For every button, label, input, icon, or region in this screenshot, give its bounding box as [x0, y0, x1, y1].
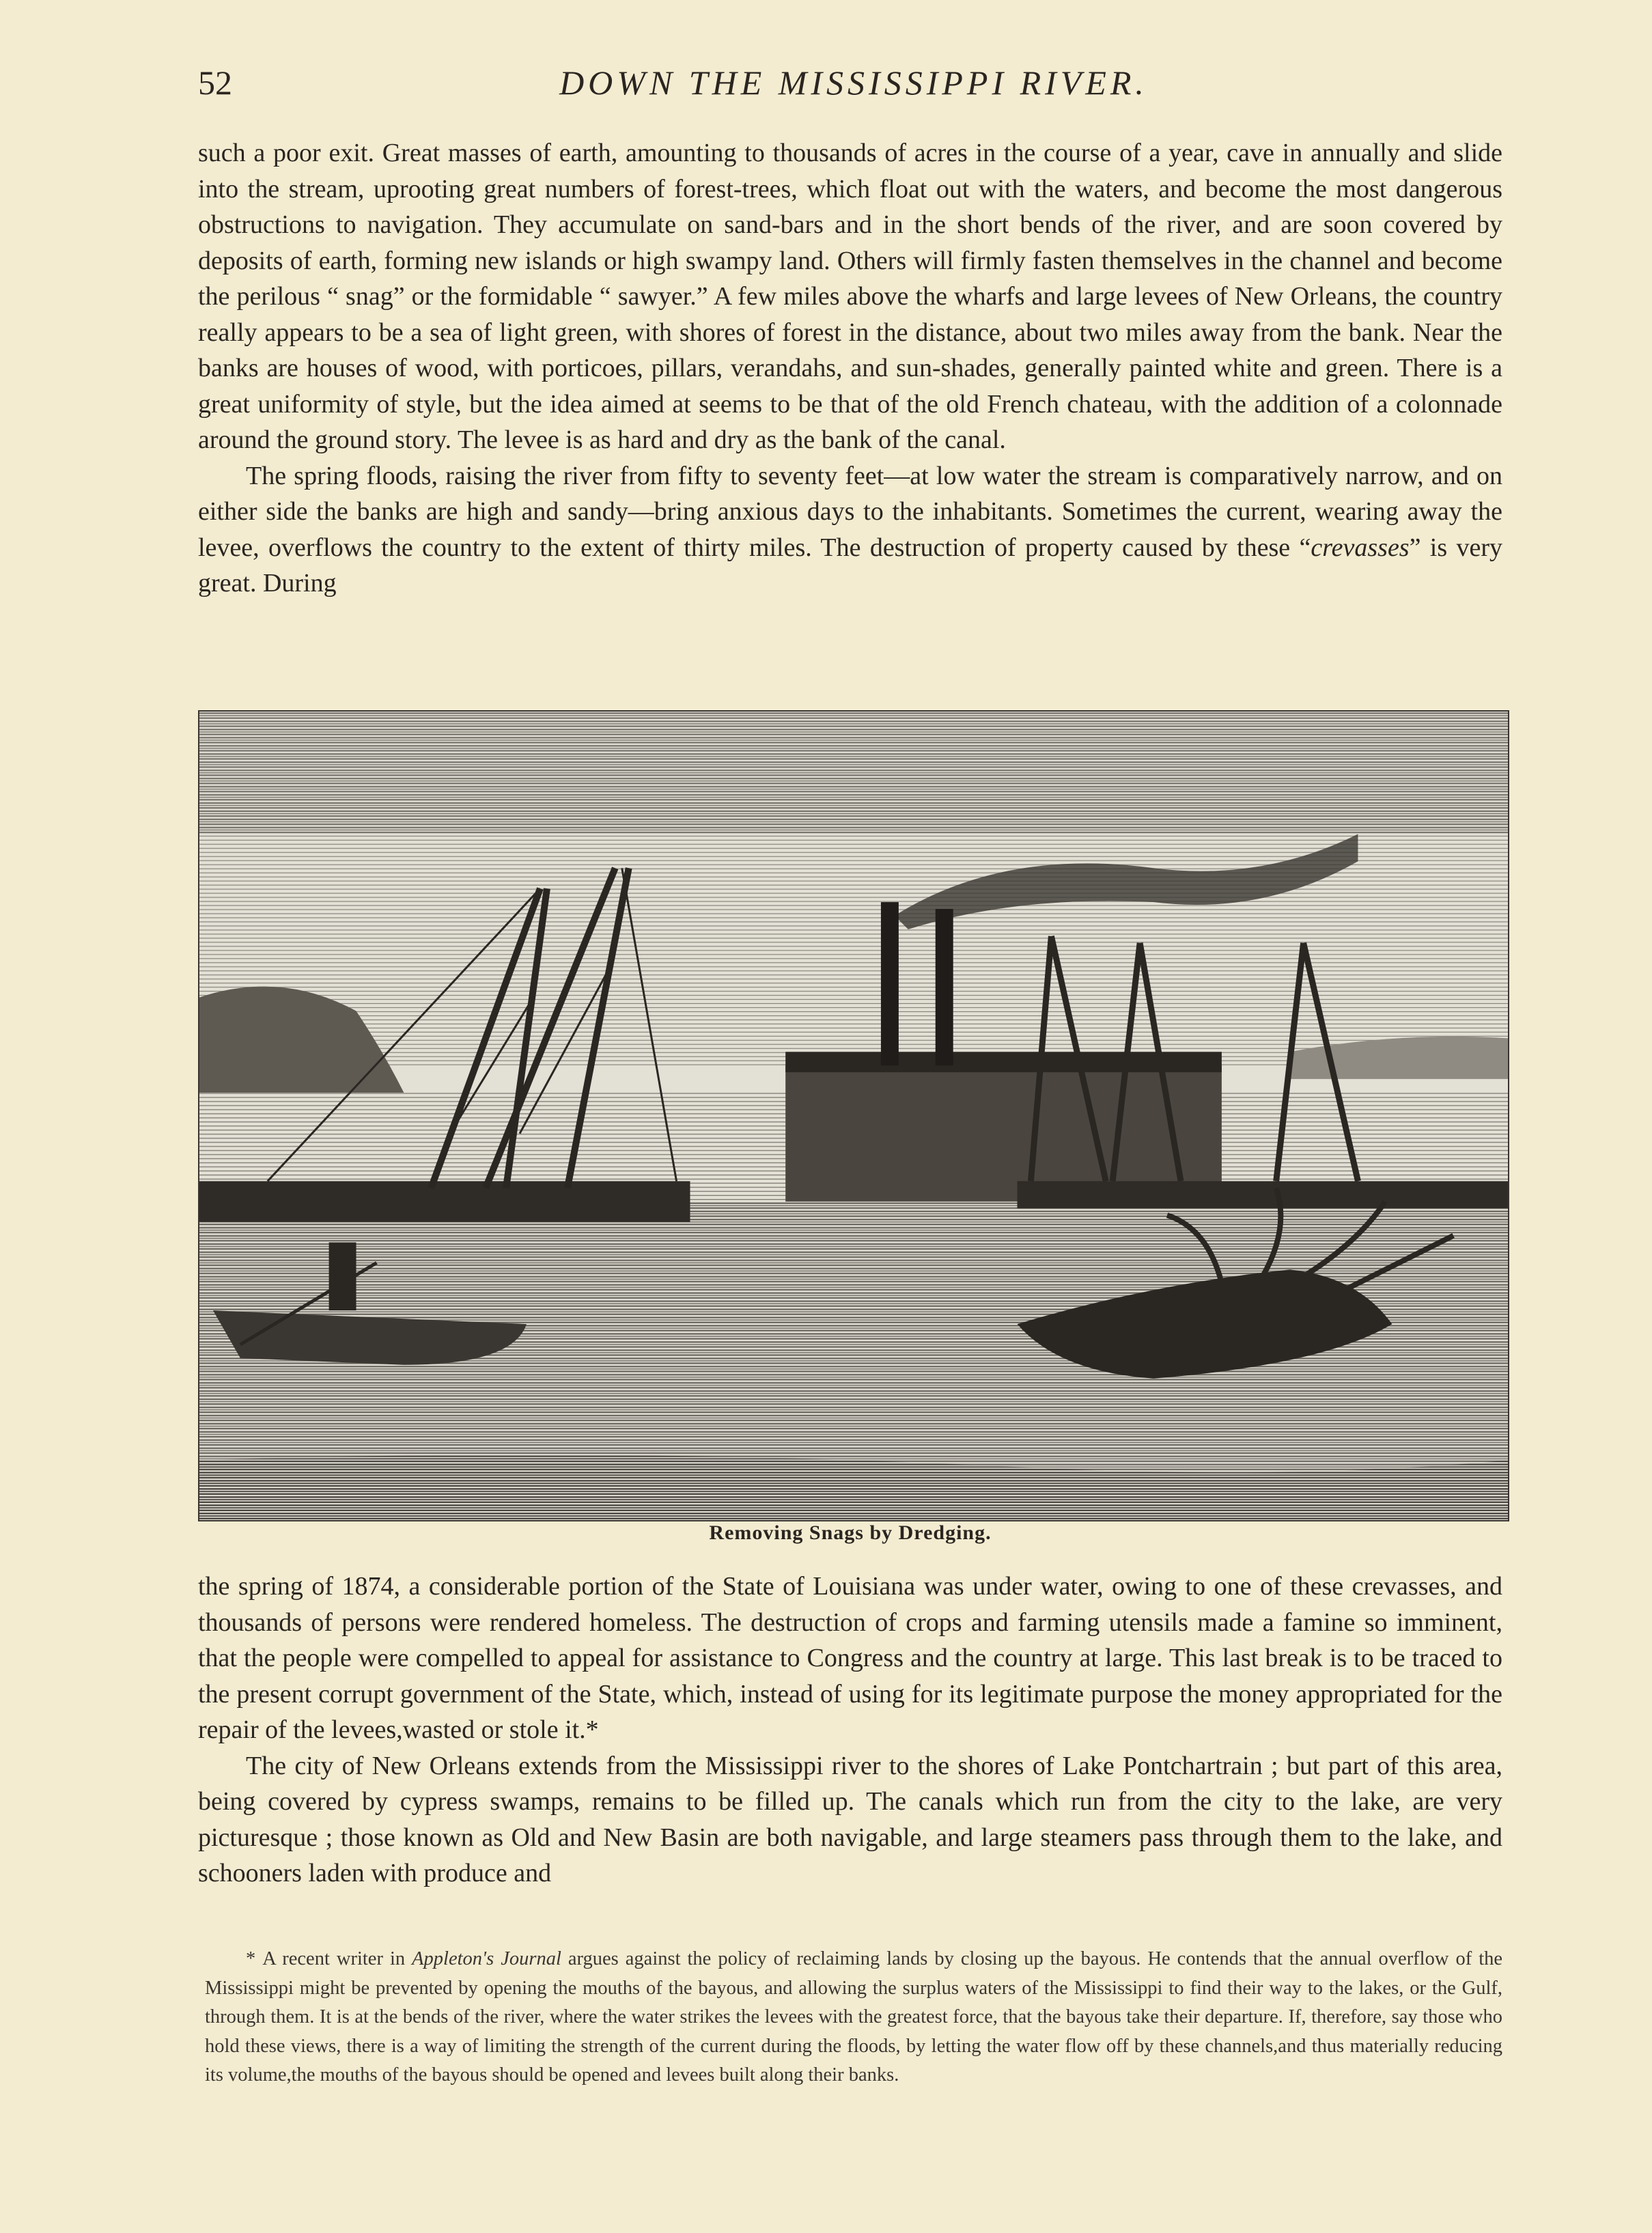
paragraph: such a poor exit. Great masses of earth, amounting to thousands of acres in the course of a year, cave in annually and slide into the stream, uprooting great numbers of forest-trees, which float out with the waters, and become the most dangerous obstructions to navigation. They accumulate on sand-bars and in the short bends of the river, and are soon covered by deposits of earth, forming new islands or high swampy land. Others will firmly fasten themselves in the channel and become the perilous “ snag” or the formidable “ sawyer.” A few miles above the wharfs and large levees of New Orleans, the country really appears to be a sea of light green, with shores of forest in the distance, about two miles away from the bank. Near the banks are houses of wood, with porticoes, pillars, verandahs, and sun-shades, generally painted white and green. There is a great uniformity of style, but the idea aimed at seems to be that of the old French chateau, with the addition of a colonnade around the ground story. The levee is as hard and dry as the bank of the canal.: [198, 139, 1502, 454]
footnote: [205, 1945, 1502, 2090]
dredging-scene-image: [199, 712, 1508, 1520]
paragraph: the spring of 1874, a considerable portion of the State of Louisiana was under water, owing to one of these crevasses, and thousands of persons were rendered homeless. The destruction of crops and farming utensils made a famine so imminent, that the people were compelled to appeal for assistance to Congress and the country at large. This last break is to be traced to the present corrupt government of the State, which, instead of using for its legitimate purpose the money appropriated for the repair of the levees,wasted or stole it.*: [198, 1572, 1502, 1744]
paragraph-text: The spring floods, raising the river from fifty to seventy feet—at low water the stream is comparatively narrow, and on either side the banks are high and sandy—bring anxious days to the inhabitants. Sometimes the current, wearing away the levee, overflows the country to the extent of thirty miles. The destruction of property caused by these “: [198, 461, 1502, 562]
paragraph: [198, 458, 1502, 602]
footnote-paragraph: [205, 1945, 1502, 2090]
italic-term: crevasses: [1311, 533, 1410, 562]
footnote-text: argues against the policy of reclaiming lands by closing up the bayous. He contends that the annual overflow of the Mississippi might be prevented by opening the mouths of the bayous, and allowing the surplus waters of the Mississippi to find their way to the lakes, or the Gulf, through them. It is at the bends of the river, where the water strikes the levees with the greatest force, that the bayous take their departure. If, therefore, say those who hold these views, there is a way of limiting the strength of the current during the floods, by letting the water flow off by these channels,and thus materially reducing its volume,the mouths of the bayous should be opened and levees built along their banks.: [205, 1948, 1503, 2085]
footnote-journal-title: Appleton's Journal: [412, 1948, 561, 1969]
footnote-text: A recent writer in: [262, 1948, 406, 1969]
engraving-illustration: [198, 710, 1509, 1521]
text-after-figure: [198, 1569, 1502, 1892]
page-number: 52: [198, 64, 232, 102]
text-before-figure: [198, 135, 1502, 602]
paragraph: The city of New Orleans extends from the Mississippi river to the shores of Lake Pontchartrain ; but part of this area, being covered by cypress swamps, remains to be filled up. The canals which run from the city to the lake, are very picturesque ; those known as Old and New Basin are both navigable, and large steamers pass through them to the lake, and schooners laden with produce and: [198, 1751, 1502, 1887]
paragraph-text: ” is very great. During: [198, 533, 1503, 598]
footnote-marker: *: [246, 1948, 256, 1969]
figure-caption: Removing Snags by Dredging.: [709, 1521, 992, 1544]
running-title: DOWN THE MISSISSIPPI RIVER.: [559, 64, 1148, 102]
